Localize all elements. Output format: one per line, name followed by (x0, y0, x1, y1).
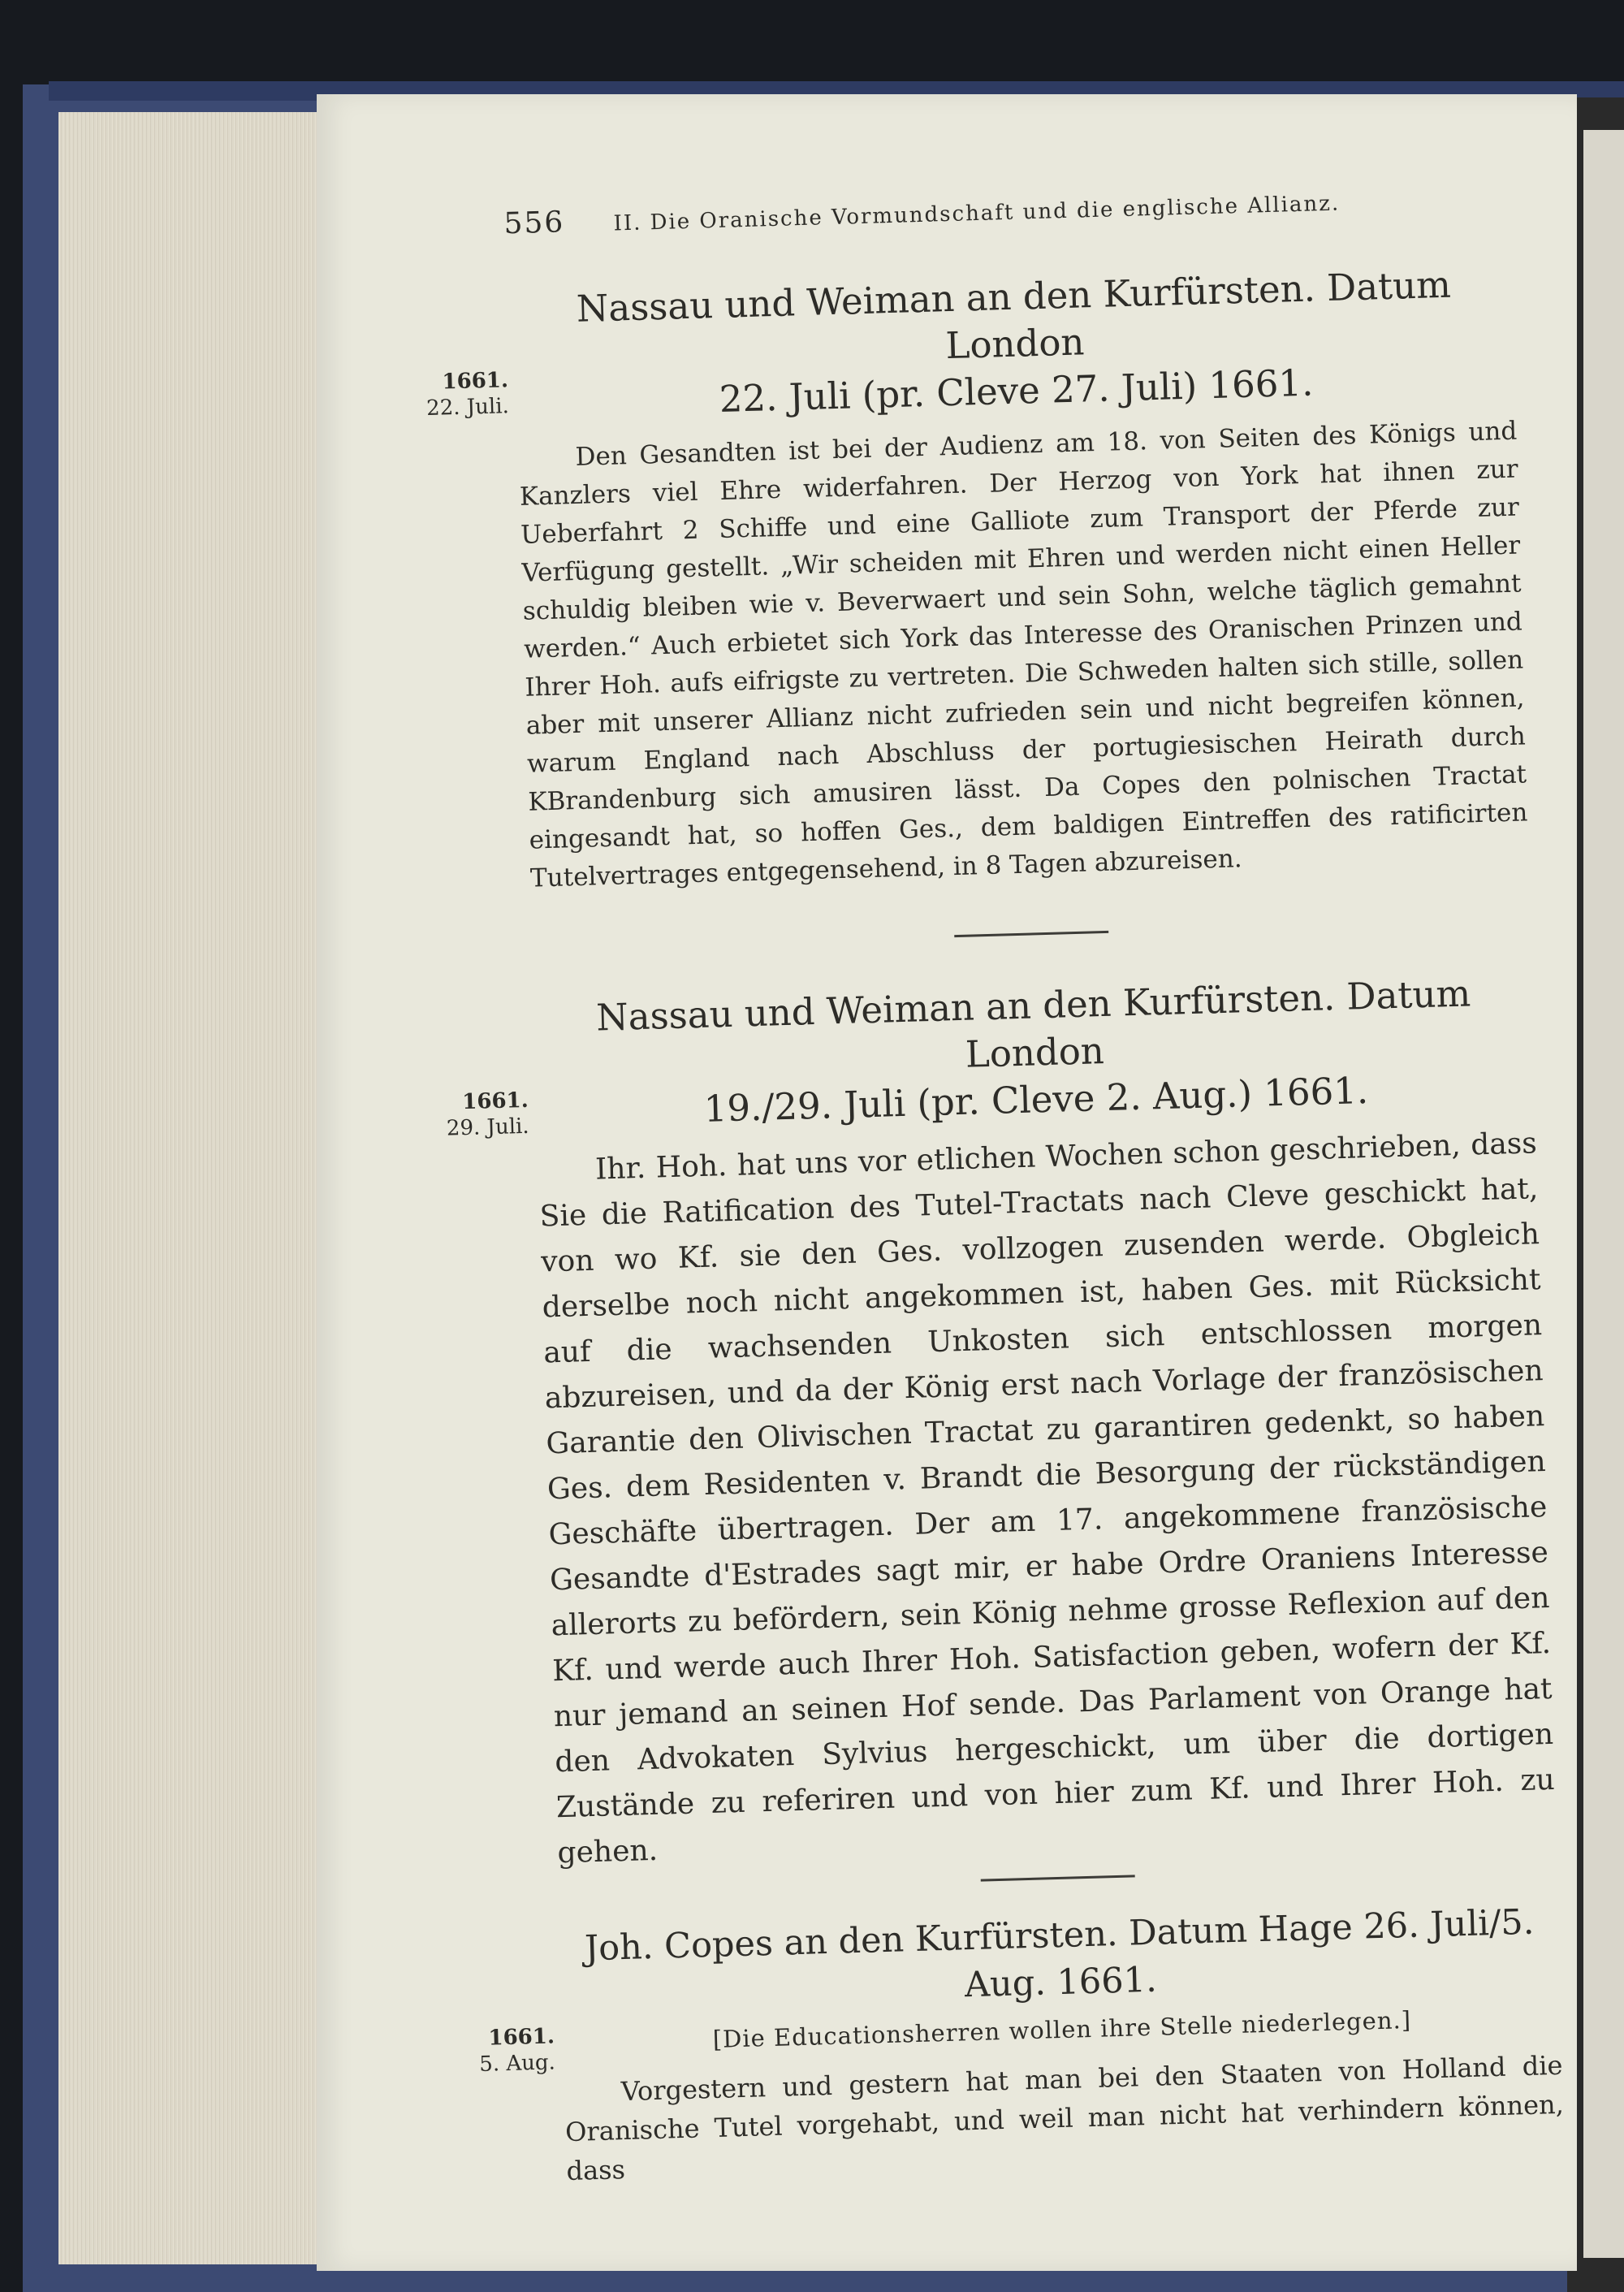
entry-3-title (559, 1898, 1561, 2020)
section-divider-1 (954, 931, 1108, 937)
entry-3-title-line1: Joh. Copes an den Kurfürsten. Datum Hage 26. Juli/5. Aug. 1661. (584, 1901, 1535, 2006)
entry-1-title-line1: Nassau und Weiman an den Kurfürsten. Datum London (576, 262, 1452, 368)
page-number: 556 (503, 205, 565, 241)
entry-3-body: Vorgestern und gestern hat man bei den Staaten von Holland die Oranische Tutel vorgehabt, und weil man nicht hat verhindern können, dass (564, 2049, 1565, 2187)
letter-entry-2 (446, 968, 1557, 1876)
entry-2-title-line2: 19./29. Juli (pr. Cleve 2. Aug.) 1661. (703, 1068, 1369, 1131)
right-page-edge (1583, 130, 1624, 2258)
running-title: II. Die Oranische Vormundschaft und die englische Allianz. (613, 191, 1341, 236)
entry-2-margin-note (414, 1088, 529, 1143)
entry-3-subnote: [Die Educationsherren wollen ihre Stelle niederlegen.] (712, 2005, 1412, 2053)
entry-2-margin-year: 1661. (461, 1088, 529, 1115)
entry-2-title-line1: Nassau und Weiman an den Kurfürsten. Datum London (595, 971, 1471, 1076)
entry-1-margin-year: 1661. (442, 368, 509, 395)
entry-1-body: Den Gesandten ist bei der Audienz am 18. von Seiten des Königs und Kanzlers viel Ehre widerfahren. Der Herzog von York hat ihnen zur Ueberfahrt 2 Schiffe und eine Galliote zum Transport der Pferde zur Verfügung gestellt. „Wir scheiden mit Ehren und werden nicht einen Heller schuldig bleiben wie v. Beverwaert und sein Sohn, welche täglich gemahnt werden.“ Auch erbietet sich York das Interesse des Oranischen Prinzen und Ihrer Hoh. aufs eifrigste zu vertreten. Die Schweden halten sich stille, sollen aber mit unserer Allianz nicht zufrieden sein und nicht begreifen können, warum England nach Abschluss der portugiesischen Heirath durch KBrandenburg sich amusiren lässt. Da Copes den polnischen Tractat eingesandt hat, so hoffen Ges., dem baldigen Eintreffen des ratificirten Tutelvertrages entgegensehend, in 8 Tagen abzureisen. (519, 416, 1528, 893)
entry-2-margin-date: 29. Juli. (446, 1114, 530, 1141)
entry-3-margin-year: 1661. (488, 2024, 555, 2051)
entry-2-body: Ihr. Hoh. hat uns vor etlichen Wochen schon geschrieben, dass Sie die Ratification des Tutel-Tractats nach Cleve geschickt hat, von wo Kf. sie den Ges. vollzogen zusenden werde. Obgleich derselbe noch nicht angekommen ist, haben Ges. mit Rücksicht auf die wachsenden Unkosten sich entschlossen morgen abzureisen, und da der König erst nach Vorlage der französischen Garantie den Olivischen Tractat zu garantiren gedenkt, so haben Ges. dem Residenten v. Brandt die Besorgung der rückständigen Geschäfte übertragen. Der am 17. angekommene französische Gesandte d'Estrades sagt mir, er habe Ordre Oraniens Interesse allerorts zu befördern, sein König nehme grosse Reflexion auf den Kf. und werde auch Ihrer Hoh. Satisfaction geben, wofern der Kf. nur jemand an seinen Hof sende. Das Parlament von Orange hat den Advokaten Sylvius hergeschickt, um über die dortigen Zustände zu referiren und von hier zum Kf. und Ihrer Hoh. zu gehen. (539, 1127, 1556, 1870)
entry-2-title (533, 968, 1535, 1137)
page-content (425, 179, 1566, 2190)
entry-3-margin-note (441, 2023, 556, 2078)
entry-1-title-line2: 22. Juli (pr. Cleve 27. Juli) 1661. (719, 361, 1315, 421)
entry-1-margin-note (395, 367, 510, 422)
letter-entry-3 (478, 1898, 1566, 2190)
letter-entry-1 (425, 260, 1530, 898)
section-divider-2 (981, 1875, 1135, 1881)
entry-1-title (514, 260, 1516, 429)
entry-1-margin-date: 22. Juli. (425, 394, 510, 422)
page-block-edges (58, 112, 328, 2264)
entry-3-margin-date: 5. Aug. (478, 2050, 556, 2077)
